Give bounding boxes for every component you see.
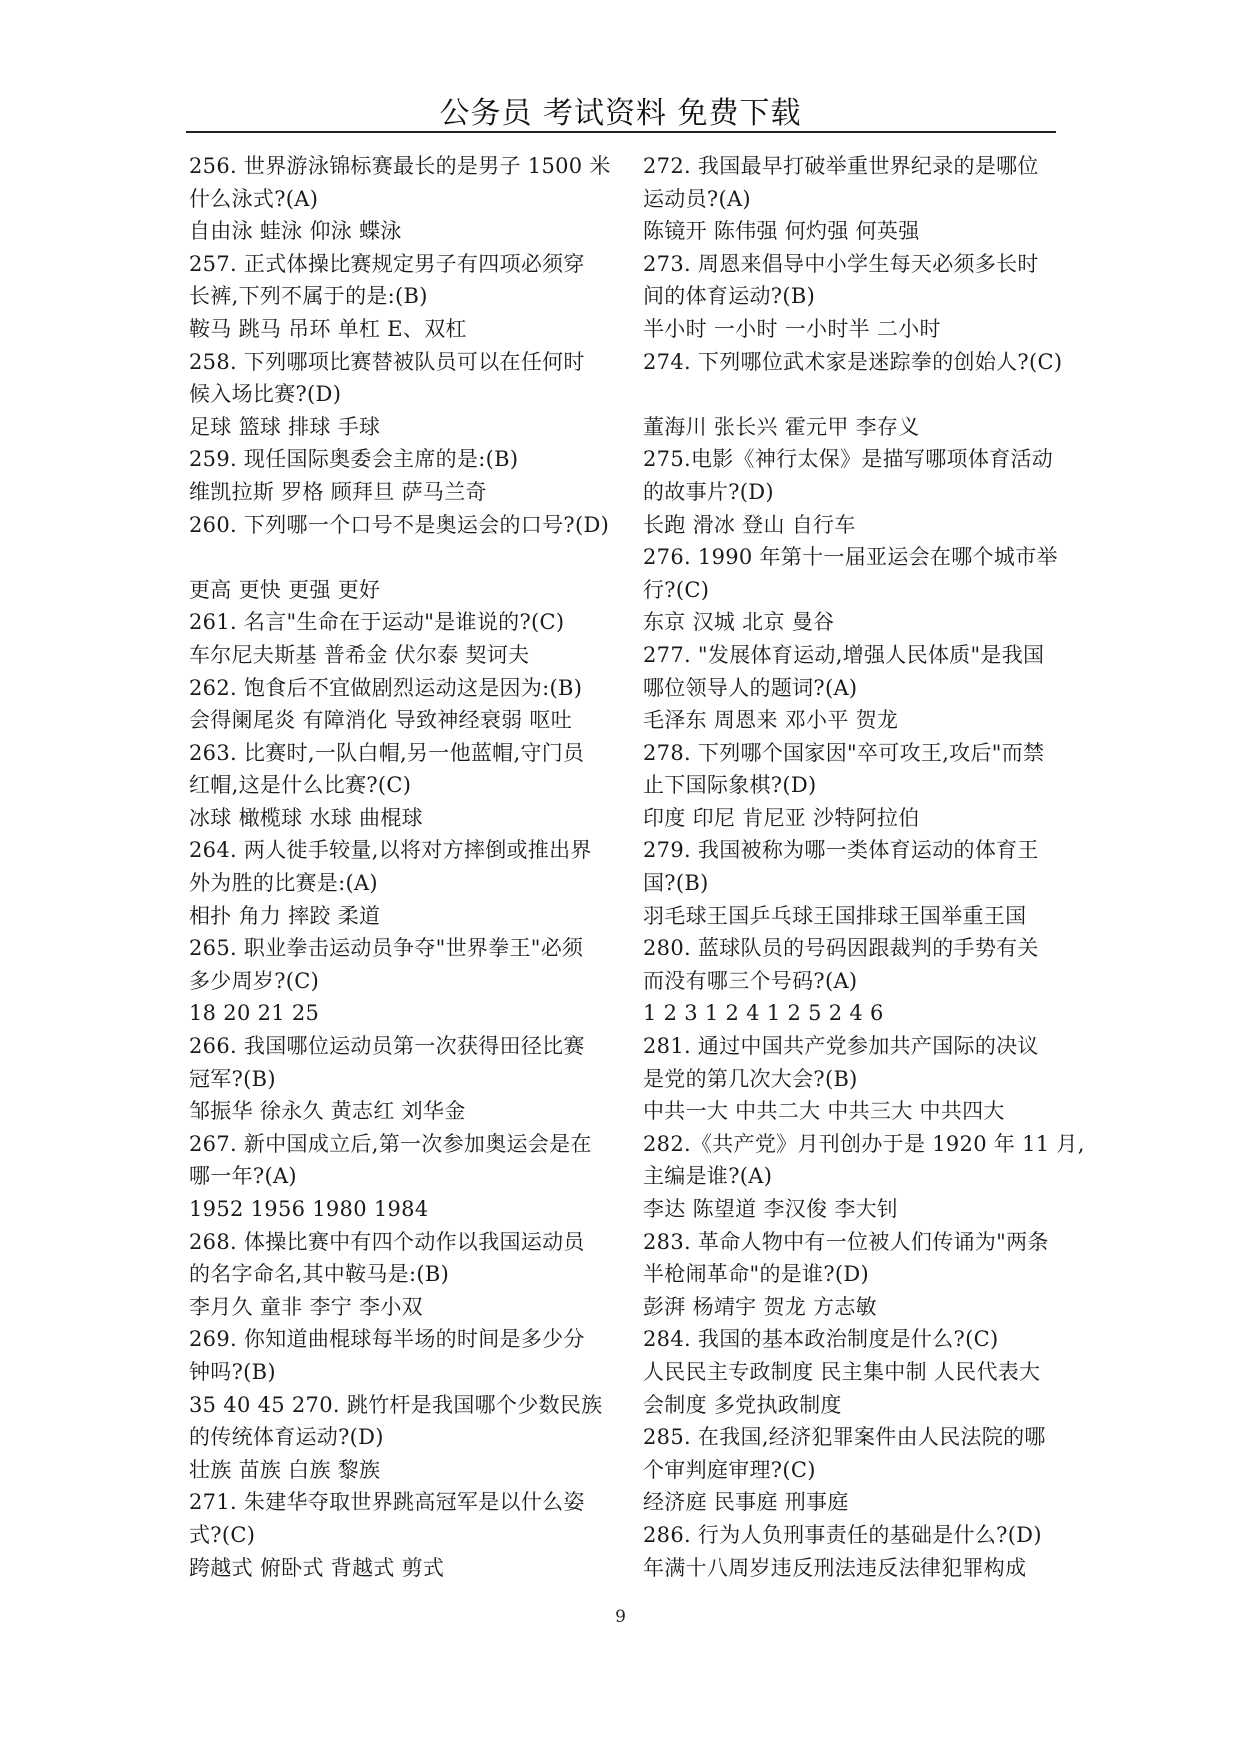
page-number: 9 xyxy=(615,1607,626,1627)
text-line: 264. 两人徙手较量,以将对方摔倒或推出界 xyxy=(189,838,592,863)
text-line: 董海川 张长兴 霍元甲 李存义 xyxy=(643,414,920,439)
page-header-title: 公务员 考试资料 免费下载 xyxy=(439,96,802,131)
text-line: 35 40 45 270. 跳竹杆是我国哪个少数民族 xyxy=(189,1392,603,1417)
text-line: 280. 蓝球队员的号码因跟裁判的手势有关 xyxy=(643,936,1039,961)
text-line: 跨越式 俯卧式 背越式 剪式 xyxy=(189,1555,445,1580)
text-line: 263. 比赛时,一队白帽,另一他蓝帽,守门员 xyxy=(189,740,585,765)
text-line: 李达 陈望道 李汉俊 李大钊 xyxy=(643,1197,899,1221)
text-line: 262. 饱食后不宜做剧烈运动这是因为:(B) xyxy=(189,675,583,700)
text-line: 行?(C) xyxy=(643,577,710,602)
text-line: 是党的第几次大会?(B) xyxy=(643,1066,858,1091)
text-line: 车尔尼夫斯基 普希金 伏尔泰 契诃夫 xyxy=(189,642,530,667)
text-line: 相扑 角力 摔跤 柔道 xyxy=(189,903,381,928)
text-line: 什么泳式?(A) xyxy=(189,186,319,211)
text-line: 273. 周恩来倡导中小学生每天必须多长时 xyxy=(643,251,1039,276)
text-line: 272. 我国最早打破举重世界纪录的是哪位 xyxy=(643,154,1039,178)
text-line: 个审判庭审理?(C) xyxy=(643,1457,816,1482)
text-line: 东京 汉城 北京 曼谷 xyxy=(643,610,835,635)
text-line: 国?(B) xyxy=(643,871,709,896)
text-line: 长跑 滑冰 登山 自行车 xyxy=(643,512,856,537)
text-line: 278. 下列哪个国家因"卒可攻王,攻后"而禁 xyxy=(643,740,1045,765)
text-line: 羽毛球王国乒乓球王国排球王国举重王国 xyxy=(643,903,1027,928)
text-line: 285. 在我国,经济犯罪案件由人民法院的哪 xyxy=(643,1425,1046,1450)
text-line: 间的体育运动?(B) xyxy=(643,284,816,309)
text-line: 止下国际象棋?(D) xyxy=(643,773,817,798)
text-line: 258. 下列哪项比赛替被队员可以在任何时 xyxy=(189,349,585,374)
text-line: 会制度 多党执政制度 xyxy=(643,1392,842,1417)
text-line: 282.《共产党》月刊创办于是 1920 年 11 月, xyxy=(643,1131,1085,1156)
left-text-column xyxy=(189,150,629,1584)
header-divider xyxy=(186,131,1056,133)
text-line: 红帽,这是什么比赛?(C) xyxy=(189,773,412,798)
text-line: 275.电影《神行太保》是描写哪项体育活动 xyxy=(643,447,1054,472)
text-line: 维凯拉斯 罗格 顾拜旦 萨马兰奇 xyxy=(189,479,487,504)
text-line: 265. 职业拳击运动员争夺"世界拳王"必须 xyxy=(189,936,584,961)
text-line: 毛泽东 周恩来 邓小平 贺龙 xyxy=(643,708,899,733)
text-line: 年满十八周岁违反刑法违反法律犯罪构成 xyxy=(643,1555,1027,1580)
text-line: 257. 正式体操比赛规定男子有四项必须穿 xyxy=(189,251,585,276)
text-line: 自由泳 蛙泳 仰泳 蝶泳 xyxy=(189,219,402,244)
text-line: 284. 我国的基本政治制度是什么?(C) xyxy=(643,1327,999,1352)
text-line: 271. 朱建华夺取世界跳高冠军是以什么姿 xyxy=(189,1490,585,1515)
text-line: 多少周岁?(C) xyxy=(189,968,320,993)
text-line: 半枪闹革命"的是谁?(D) xyxy=(643,1262,870,1287)
text-line: 运动员?(A) xyxy=(643,186,751,211)
text-line: 256. 世界游泳锦标赛最长的是男子 1500 米 xyxy=(189,154,611,178)
text-line: 李月久 童非 李宁 李小双 xyxy=(189,1294,423,1319)
text-line: 更高 更快 更强 更好 xyxy=(189,577,381,602)
text-line: 冰球 橄榄球 水球 曲棍球 xyxy=(189,805,423,830)
text-line: 式?(C) xyxy=(189,1522,256,1547)
text-line: 哪位领导人的题词?(A) xyxy=(643,675,858,700)
text-line: 会得阑尾炎 有障消化 导致神经衰弱 呕吐 xyxy=(189,708,573,733)
text-line: 陈镜开 陈伟强 何灼强 何英强 xyxy=(643,219,920,244)
text-line: 279. 我国被称为哪一类体育运动的体育王 xyxy=(643,838,1039,863)
text-line: 邹振华 徐永久 黄志红 刘华金 xyxy=(189,1099,466,1124)
text-line: 足球 篮球 排球 手球 xyxy=(189,414,381,439)
text-line: 印度 印尼 肯尼亚 沙特阿拉伯 xyxy=(643,805,920,830)
text-line: 281. 通过中国共产党参加共产国际的决议 xyxy=(643,1034,1039,1059)
text-line: 彭湃 杨靖宇 贺龙 方志敏 xyxy=(643,1294,877,1319)
text-line: 267. 新中国成立后,第一次参加奥运会是在 xyxy=(189,1131,592,1156)
text-line: 人民民主专政制度 民主集中制 人民代表大 xyxy=(643,1359,1041,1384)
text-line xyxy=(643,378,1083,411)
text-line: 外为胜的比赛是:(A) xyxy=(189,871,378,896)
text-line: 主编是谁?(A) xyxy=(643,1164,773,1189)
text-line: 壮族 苗族 白族 黎族 xyxy=(189,1457,381,1482)
text-line: 哪一年?(A) xyxy=(189,1164,297,1189)
text-line: 长裤,下列不属于的是:(B) xyxy=(189,284,428,309)
text-line: 中共一大 中共二大 中共三大 中共四大 xyxy=(643,1099,1005,1124)
text-line: 的传统体育运动?(D) xyxy=(189,1425,384,1450)
text-line xyxy=(189,541,629,574)
text-line: 283. 革命人物中有一位被人们传诵为"两条 xyxy=(643,1229,1049,1254)
text-line: 261. 名言"生命在于运动"是谁说的?(C) xyxy=(189,610,565,635)
text-line: 1952 1956 1980 1984 xyxy=(189,1197,429,1221)
text-line: 268. 体操比赛中有四个动作以我国运动员 xyxy=(189,1229,585,1254)
text-line: 而没有哪三个号码?(A) xyxy=(643,968,858,993)
text-line: 276. 1990 年第十一届亚运会在哪个城市举 xyxy=(643,545,1058,570)
text-line: 1 2 3 1 2 4 1 2 5 2 4 6 xyxy=(643,1001,884,1026)
text-line: 鞍马 跳马 吊环 单杠 E、双杠 xyxy=(189,316,467,341)
text-line: 经济庭 民事庭 刑事庭 xyxy=(643,1490,849,1515)
text-line: 18 20 21 25 xyxy=(189,1001,320,1026)
text-line: 269. 你知道曲棍球每半场的时间是多少分 xyxy=(189,1327,585,1352)
text-line: 冠军?(B) xyxy=(189,1066,276,1091)
text-line: 286. 行为人负刑事责任的基础是什么?(D) xyxy=(643,1522,1042,1547)
right-text-column xyxy=(643,150,1083,1584)
text-line: 260. 下列哪一个口号不是奥运会的口号?(D) xyxy=(189,512,610,537)
text-line: 半小时 一小时 一小时半 二小时 xyxy=(643,316,941,341)
text-line: 候入场比赛?(D) xyxy=(189,382,342,407)
text-line: 的名字命名,其中鞍马是:(B) xyxy=(189,1262,450,1287)
text-line: 的故事片?(D) xyxy=(643,479,774,504)
text-line: 277. "发展体育运动,增强人民体质"是我国 xyxy=(643,642,1045,667)
text-line: 钟吗?(B) xyxy=(189,1359,276,1384)
text-line: 274. 下列哪位武术家是迷踪拳的创始人?(C) xyxy=(643,349,1063,374)
text-line: 266. 我国哪位运动员第一次获得田径比赛 xyxy=(189,1034,585,1059)
text-line: 259. 现任国际奥委会主席的是:(B) xyxy=(189,447,519,472)
